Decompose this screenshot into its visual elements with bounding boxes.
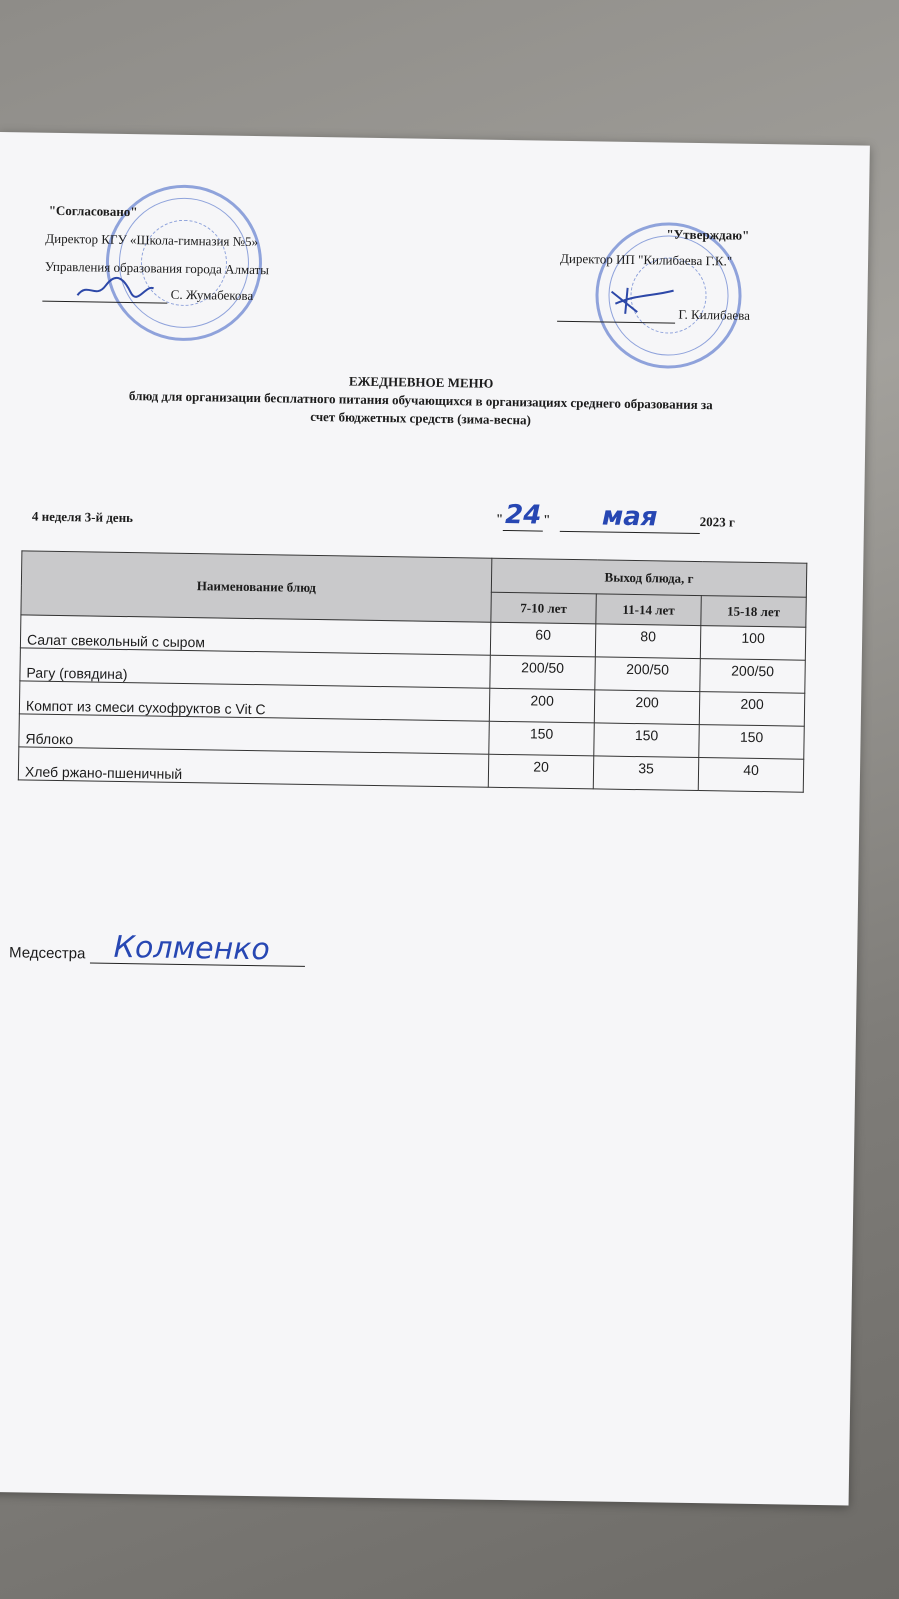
dish-value: 35 xyxy=(593,756,699,791)
dish-value: 100 xyxy=(700,626,806,661)
dish-value: 200 xyxy=(489,688,595,723)
right-signer-name: Г. Килибаева xyxy=(678,306,751,323)
right-approval-title: "Утверждаю" xyxy=(666,226,750,243)
left-signature-scribble xyxy=(75,273,155,304)
dish-value: 200/50 xyxy=(595,657,701,692)
dish-value: 60 xyxy=(490,622,596,657)
right-approval-line1: Директор ИП "Килибаева Г.К." xyxy=(559,250,733,269)
date-month: мая xyxy=(559,501,699,534)
document-subtitle-line1: блюд для организации бесплатного питания обучающихся в организациях среднего образования за xyxy=(128,388,713,413)
date-year: 2023 г xyxy=(699,514,735,530)
right-signature-scribble xyxy=(607,282,678,319)
nurse-signature-line xyxy=(8,929,305,968)
dish-value: 80 xyxy=(595,624,701,659)
left-approval-line2: Управления образования города Алматы xyxy=(44,258,270,278)
dish-value: 200 xyxy=(699,692,805,727)
date-line xyxy=(496,500,735,535)
dish-value: 200 xyxy=(594,690,700,725)
dish-name: Рагу (говядина) xyxy=(20,648,490,688)
dish-name: Салат свекольный с сыром xyxy=(20,615,490,655)
date-quote-open: " xyxy=(495,510,504,526)
dish-value: 150 xyxy=(594,723,700,758)
dish-value: 150 xyxy=(489,721,595,756)
nurse-label: Медсестра xyxy=(8,944,86,963)
menu-table xyxy=(18,550,808,792)
col-header-age-3: 15-18 лет xyxy=(701,596,806,628)
document-title: ЕЖЕДНЕВНОЕ МЕНЮ xyxy=(348,373,494,391)
date-day: 24 xyxy=(504,499,542,531)
date-quote-close: " xyxy=(543,511,551,527)
dish-name: Яблоко xyxy=(19,714,489,754)
dish-value: 200/50 xyxy=(490,655,596,690)
col-header-dish-name: Наименование блюд xyxy=(21,551,492,622)
week-day-label: 4 неделя 3-й день xyxy=(31,508,134,526)
dish-name: Компот из смеси сухофруктов с Vit C xyxy=(19,681,489,721)
document-page xyxy=(0,132,870,1505)
dish-value: 40 xyxy=(698,758,804,793)
left-signer-name: С. Жумабекова xyxy=(170,286,254,303)
dish-value: 20 xyxy=(488,754,594,789)
document-subtitle-line2: счет бюджетных средств (зима-весна) xyxy=(310,408,531,428)
left-approval-line1: Директор КГУ «Школа-гимназия №5» xyxy=(45,230,259,250)
col-header-age-2: 11-14 лет xyxy=(596,594,701,626)
nurse-signature: Колменко xyxy=(113,929,270,968)
dish-name: Хлеб ржано-пшеничный xyxy=(18,747,488,787)
dish-value: 150 xyxy=(699,725,805,760)
col-header-age-1: 7-10 лет xyxy=(491,592,596,624)
dish-value: 200/50 xyxy=(700,659,806,694)
left-approval-title: "Согласовано" xyxy=(48,202,138,220)
col-header-output: Выход блюда, г xyxy=(491,558,806,597)
